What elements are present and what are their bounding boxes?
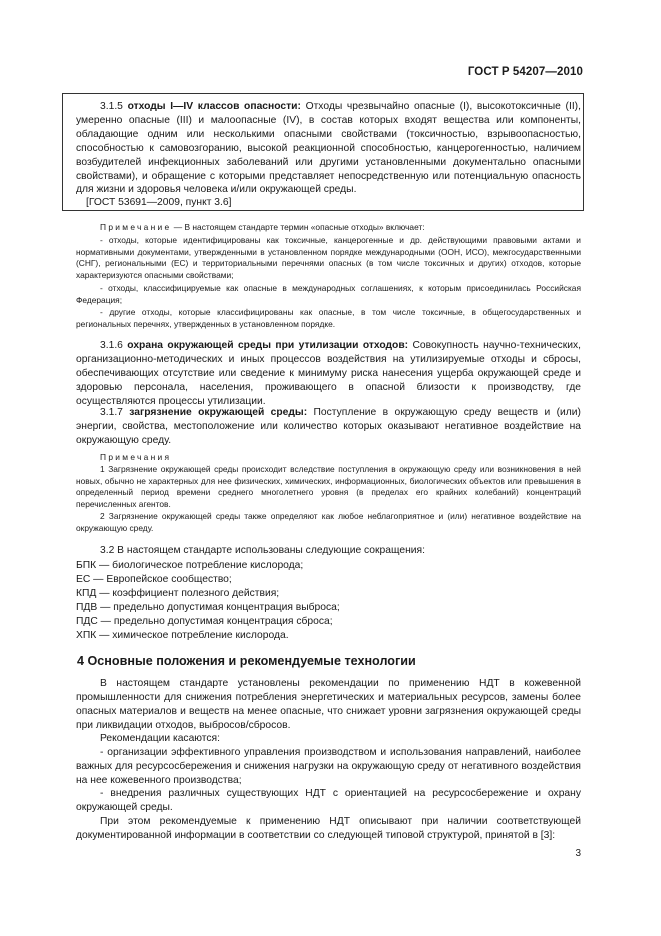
note-intro <box>76 222 581 234</box>
term-source: [ГОСТ 53691—2009, пункт 3.6] <box>86 197 232 208</box>
term-number: 3.1.7 <box>100 407 123 418</box>
standard-header: ГОСТ Р 54207—2010 <box>467 66 583 78</box>
abbreviation-item: БПК — биологическое потребление кислорода; <box>76 560 304 571</box>
note-item: - отходы, классифицируемые как опасные в международных соглашениях, к которым присоединилась Российская Федерация; <box>76 283 581 305</box>
abbreviation-item: ПДВ — предельно допустимая концентрация выброса; <box>76 602 340 613</box>
page-number: 3 <box>575 848 581 859</box>
term-number: 3.1.6 <box>100 340 123 351</box>
abbreviation-item: КПД — коэффициент полезного действия; <box>76 588 280 599</box>
section-paragraph: Рекомендации касаются: <box>100 733 220 744</box>
term-number: 3.1.5 <box>100 101 123 112</box>
abbreviation-item: ПДС — предельно допустимая концентрация сброса; <box>76 616 333 627</box>
term-title: загрязнение окружающей среды: <box>129 407 308 418</box>
note-item: 1 Загрязнение окружающей среды происходит вследствие поступления в окружающую среду или возникновения в ней новых, обычно не характерных для нее физических, химических, информационных, биологических объектов или превышения в определенный период времени среднего многолетнего уровня (в пределах его крайних колебаний) концентраций перечисленных агентов. <box>76 464 581 509</box>
note-item: - отходы, которые идентифицированы как токсичные, канцерогенные и др. действующими правовыми актами и нормативными документами, утвержденными в установленном порядке международными (ООН, ИСО), межгосударственными (СНГ), региональными (ЕС) и территориальными перечнями опасных (в том числе токсичных и других) отходов, которые характеризуются опасными свойствами; <box>76 235 581 280</box>
section-paragraph: В настоящем стандарте установлены рекомендации по применению НДТ в кожевенной промышленности для снижения потребления энергетических и материальных ресурсов, замены более опасных материалов и веществ на менее опасные, что снижает уровни загрязнения окружающей среды при ликвидации отходов, выбросов/сбросов. <box>76 678 581 731</box>
section-paragraph: - организации эффективного управления производством и использования направлений, наиболее важных для ресурсосбережения и снижения нагрузки на окружающую среду от негативного воздействия на нее кожевенного производства; <box>76 747 581 786</box>
note-intro-text: — В настоящем стандарте термин «опасные отходы» включает: <box>171 222 425 232</box>
section-paragraph: - внедрения различных существующих НДТ с ориентацией на ресурсосбережение и охрану окружающей среды. <box>76 788 581 813</box>
section-paragraph: При этом рекомендуемые к применению НДТ описывают при наличии соответствующей документированной информации в соответствии со следующей типовой структурой, принятой в [3]: <box>76 816 581 841</box>
term-title: отходы I—IV классов опасности: <box>127 101 301 112</box>
note-label: Примечание <box>100 222 172 232</box>
abbreviation-item: ЕС — Европейское сообщество; <box>76 574 232 585</box>
term-3-1-6 <box>76 339 581 409</box>
abbreviations-intro: 3.2 В настоящем стандарте использованы следующие сокращения: <box>100 545 425 556</box>
notes-label: Примечания <box>100 452 172 462</box>
section-heading: 4 Основные положения и рекомендуемые технологии <box>77 654 416 668</box>
term-title: охрана окружающей среды при утилизации отходов: <box>127 340 409 351</box>
term-text: Отходы чрезвычайно опасные (I), высокотоксичные (II), умеренно опасные (III) и малоопасные (IV), в состав которых входят вещества или компоненты, обладающие одним или несколькими опасными свойствами (токсичностью, взрывоопасностью, способностью к самовозгоранию, высокой реакционной способностью, канцерогенностью, наличием возбудителей инфекционных заболеваний или другими установленными документально опасными свойствами), и обращение с которыми представляет непосредственную или потенциальную опасность для жизни и здоровья человека и/или окружающей среды. <box>76 101 581 196</box>
note-item: 2 Загрязнение окружающей среды также определяют как любое неблагоприятное и (или) негативное воздействие на окружающую среду. <box>76 511 581 533</box>
term-3-1-7 <box>76 406 581 448</box>
abbreviation-item: ХПК — химическое потребление кислорода. <box>76 630 289 641</box>
term-text: Совокупность научно-технических, организационно-методических и иных процессов воздействия на утилизируемые отходы и сбросы, обеспечивающих отсутствие или сведение к минимуму риска нанесения ущерба окружающей среде и здоровью персонала, населения, проживающего в опасной близости к производству, где осуществляются процессы утилизации. <box>76 340 581 407</box>
term-text: Поступление в окружающую среду веществ и (или) энергии, свойства, местоположение или количество которых оказывают негативное воздействие на окружающую среду. <box>76 407 581 446</box>
term-3-1-5 <box>76 100 581 197</box>
note-item: - другие отходы, которые классифицированы как опасные, в том числе токсичные, в общегосударственных и региональных перечнях, утвержденных в установленном порядке. <box>76 307 581 329</box>
